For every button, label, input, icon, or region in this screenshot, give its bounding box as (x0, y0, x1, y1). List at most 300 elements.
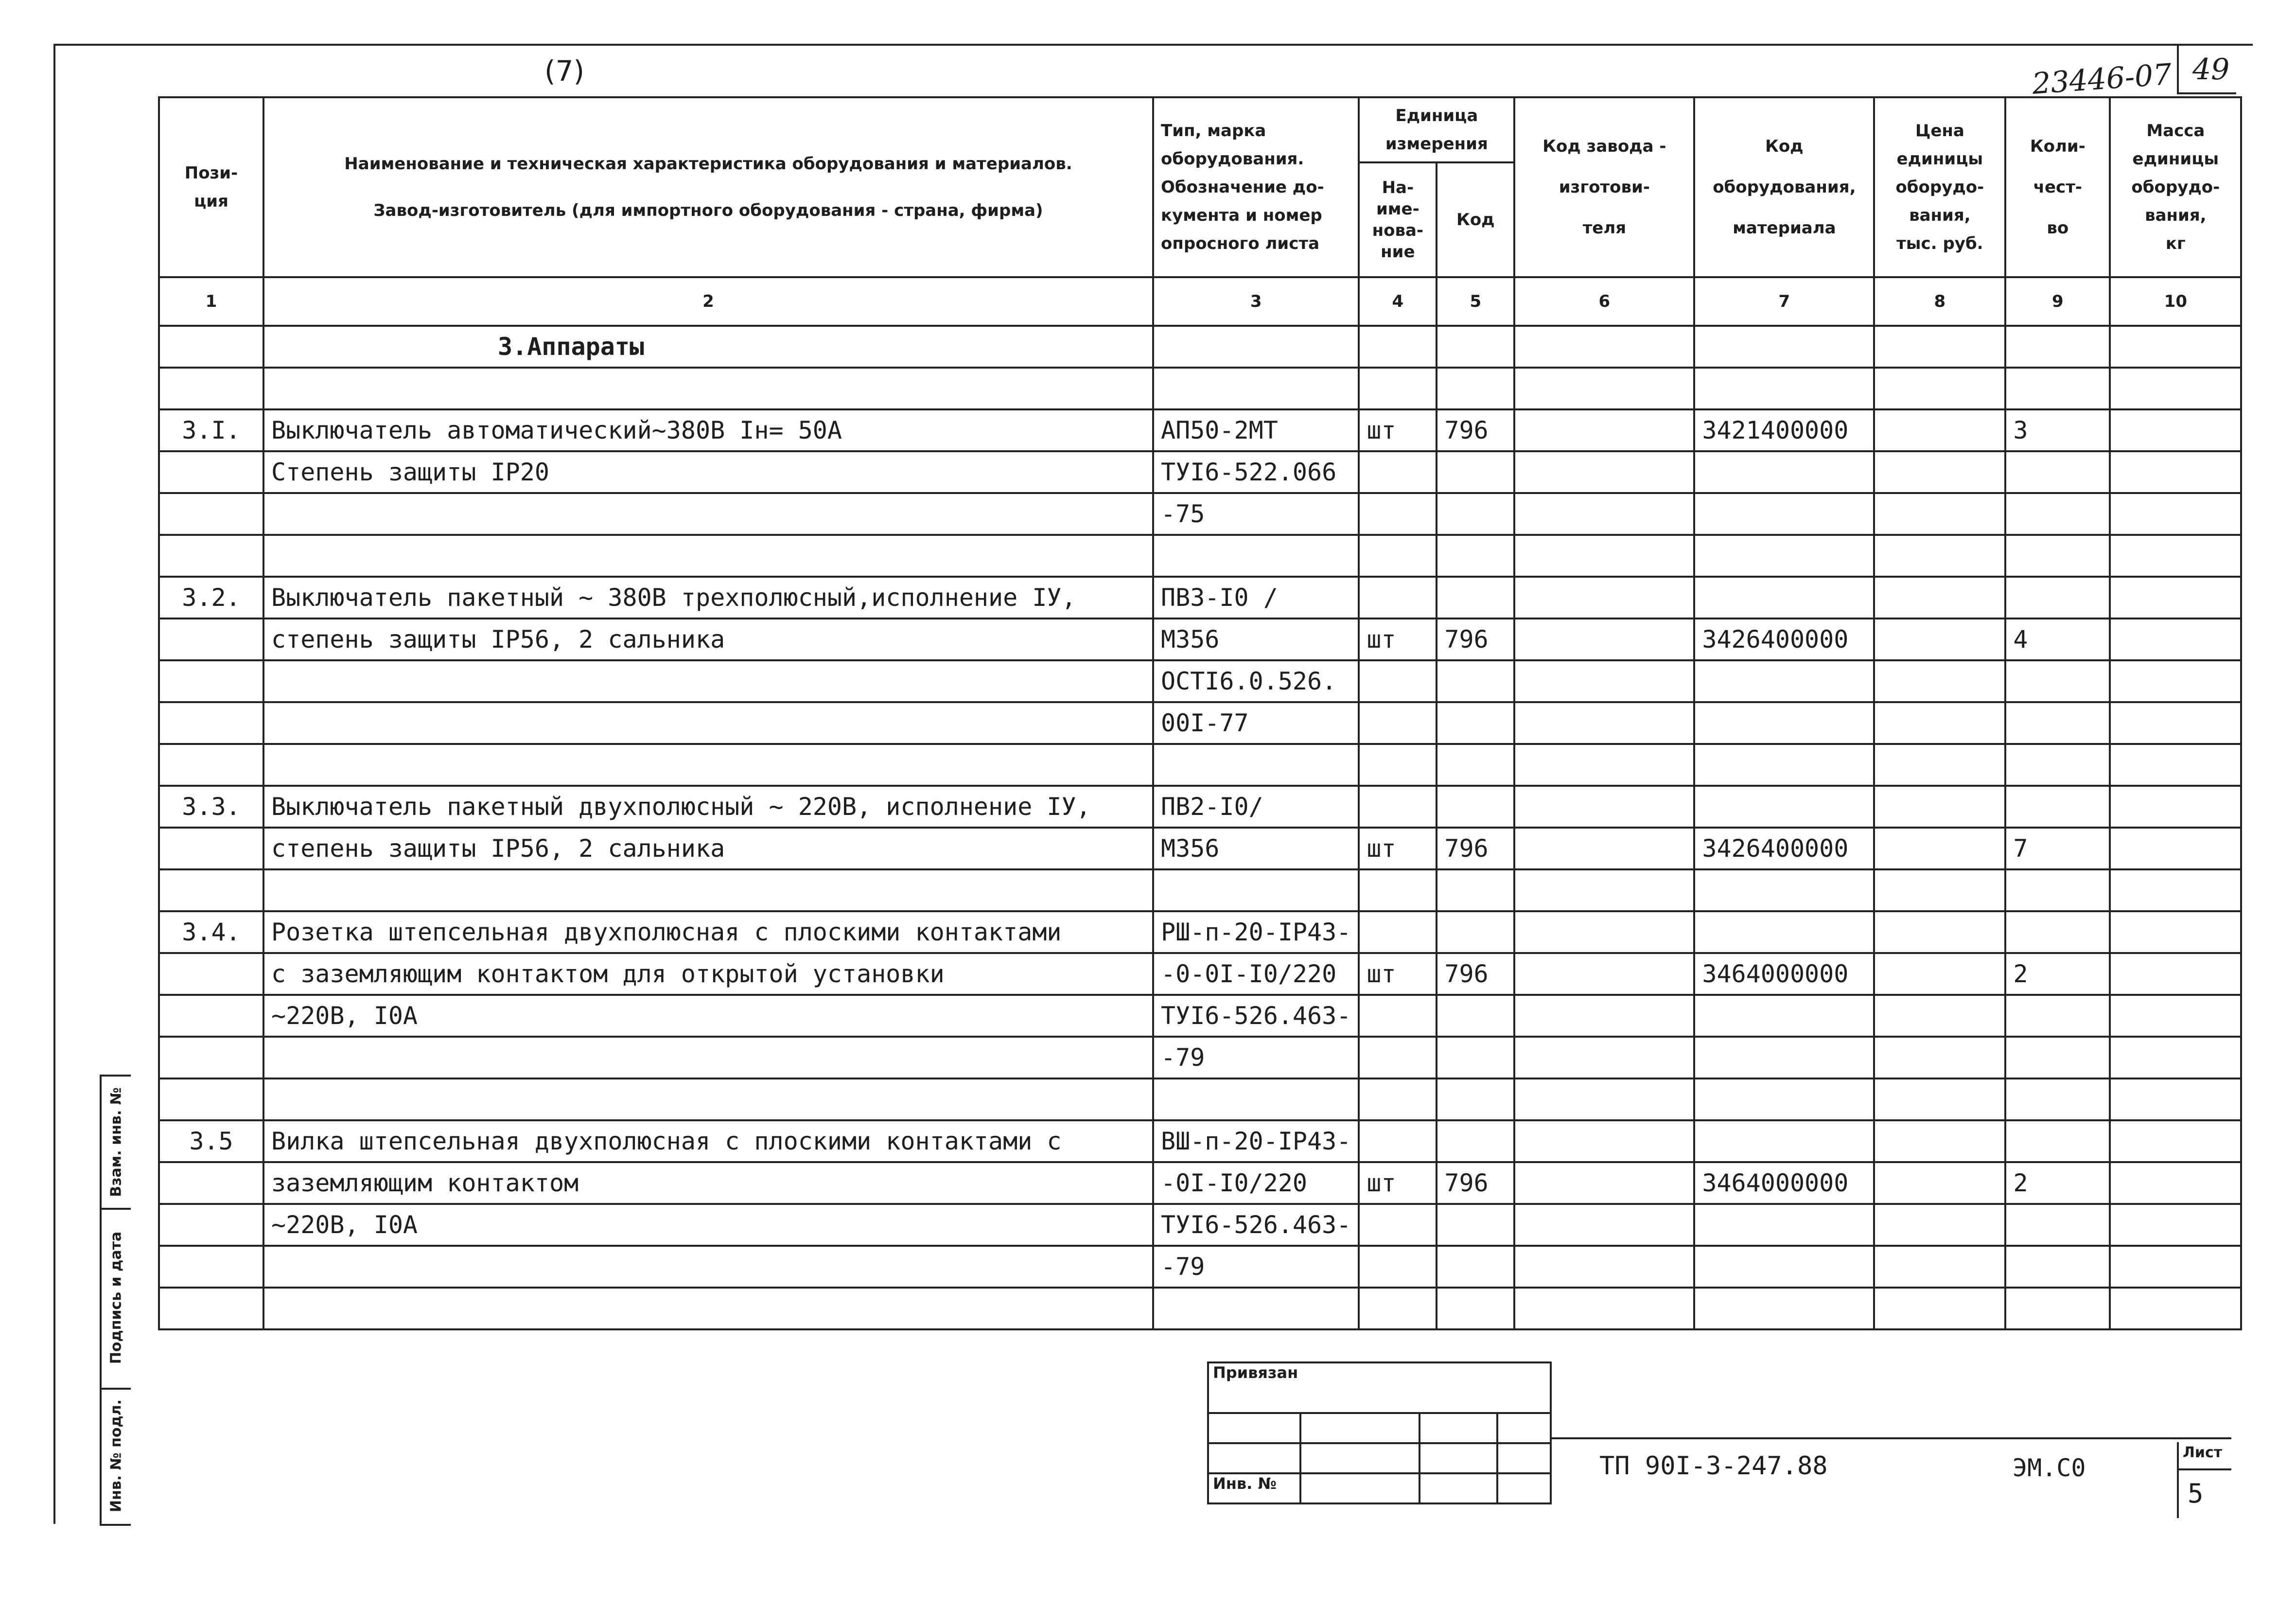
row-price (1874, 702, 2005, 744)
row-position (159, 618, 263, 660)
table-row (159, 1162, 2241, 1204)
sheet-box-divider (2177, 1468, 2231, 1470)
col-header-name: Наименование и техническая характеристика оборудования и материалов. Завод-изготовитель (для импортного оборудования - страна, фирма) (263, 97, 1153, 277)
row-unit-code (1437, 535, 1514, 577)
stamp-cell (1208, 1443, 1300, 1473)
row-unit (1359, 326, 1437, 368)
row-mass (2110, 535, 2241, 577)
row-quantity (2005, 869, 2110, 911)
row-equip-code: 3464000000 (1694, 1162, 1874, 1204)
row-quantity (2005, 577, 2110, 618)
row-equip-code (1694, 451, 1874, 493)
column-number-row (159, 277, 2241, 326)
table-row (159, 451, 2241, 493)
row-quantity (2005, 493, 2110, 535)
row-quantity (2005, 702, 2110, 744)
table-row (159, 744, 2241, 786)
row-price (1874, 995, 2005, 1037)
sheet-label: Лист (2183, 1444, 2223, 1461)
row-unit-code: 796 (1437, 953, 1514, 995)
table-row (159, 869, 2241, 911)
table-row (159, 493, 2241, 535)
row-quantity: 7 (2005, 828, 2110, 869)
row-price (1874, 1120, 2005, 1162)
row-position (159, 744, 263, 786)
row-quantity: 3 (2005, 409, 2110, 451)
row-type (1153, 326, 1359, 368)
row-unit-code (1437, 911, 1514, 953)
column-number: 1 (159, 277, 263, 326)
row-equip-code (1694, 660, 1874, 702)
row-factory-code (1514, 618, 1694, 660)
row-price (1874, 911, 2005, 953)
row-position (159, 493, 263, 535)
row-factory-code (1514, 451, 1694, 493)
row-factory-code (1514, 702, 1694, 744)
row-mass (2110, 1288, 2241, 1329)
row-price (1874, 1162, 2005, 1204)
row-mass (2110, 409, 2241, 451)
row-position (159, 1037, 263, 1078)
binding-stamp (1207, 1361, 1552, 1504)
row-price (1874, 326, 2005, 368)
row-name (263, 869, 1153, 911)
table-row (159, 326, 2241, 368)
table-row (159, 1078, 2241, 1120)
row-unit-code: 796 (1437, 409, 1514, 451)
col-header-mass: Масса единицы оборудо- вания, кг (2110, 97, 2241, 277)
row-unit (1359, 702, 1437, 744)
column-number: 7 (1694, 277, 1874, 326)
row-name: Выключатель пакетный двухполюсный ~ 220В, исполнение IУ, (263, 786, 1153, 828)
row-name (263, 1037, 1153, 1078)
table-row (159, 535, 2241, 577)
row-factory-code (1514, 828, 1694, 869)
row-mass (2110, 618, 2241, 660)
row-name (263, 1078, 1153, 1120)
row-unit (1359, 577, 1437, 618)
doc-number: 23446-07 (2031, 57, 2173, 101)
row-equip-code (1694, 1078, 1874, 1120)
row-unit-code (1437, 1246, 1514, 1288)
row-mass (2110, 326, 2241, 368)
row-unit-code (1437, 451, 1514, 493)
row-unit-code (1437, 995, 1514, 1037)
row-unit: шт (1359, 409, 1437, 451)
row-type: -79 (1153, 1246, 1359, 1288)
row-unit-code (1437, 744, 1514, 786)
row-mass (2110, 1162, 2241, 1204)
row-name (263, 1246, 1153, 1288)
row-equip-code: 3426400000 (1694, 828, 1874, 869)
row-unit-code (1437, 1120, 1514, 1162)
row-factory-code (1514, 1037, 1694, 1078)
row-factory-code (1514, 535, 1694, 577)
row-quantity (2005, 744, 2110, 786)
side-stamp (100, 1075, 131, 1526)
row-unit (1359, 911, 1437, 953)
column-number: 3 (1153, 277, 1359, 326)
stamp-cell (1300, 1443, 1420, 1473)
row-unit-code (1437, 1288, 1514, 1329)
row-equip-code: 3464000000 (1694, 953, 1874, 995)
row-equip-code (1694, 702, 1874, 744)
row-type (1153, 368, 1359, 409)
col-header-price: Цена единицы оборудо- вания, тыс. руб. (1874, 97, 2005, 277)
column-number: 6 (1514, 277, 1694, 326)
row-mass (2110, 1078, 2241, 1120)
row-equip-code (1694, 368, 1874, 409)
row-quantity (2005, 660, 2110, 702)
row-mass (2110, 1246, 2241, 1288)
row-equip-code: 3421400000 (1694, 409, 1874, 451)
row-name: Вилка штепсельная двухполюсная с плоскими контактами с (263, 1120, 1153, 1162)
row-position (159, 995, 263, 1037)
row-quantity (2005, 1246, 2110, 1288)
column-number: 5 (1437, 277, 1514, 326)
row-quantity (2005, 786, 2110, 828)
row-equip-code: 3426400000 (1694, 618, 1874, 660)
row-unit: шт (1359, 1162, 1437, 1204)
row-factory-code (1514, 368, 1694, 409)
row-name (263, 1288, 1153, 1329)
col-header-unit-code: Код (1437, 162, 1514, 277)
row-quantity (2005, 451, 2110, 493)
row-type: -75 (1153, 493, 1359, 535)
row-type: ВШ-п-20-IP43- (1153, 1120, 1359, 1162)
row-name: Выключатель пакетный ~ 380В трехполюсный,исполнение IУ, (263, 577, 1153, 618)
row-name (263, 493, 1153, 535)
row-equip-code (1694, 535, 1874, 577)
row-unit-code (1437, 1037, 1514, 1078)
row-type (1153, 869, 1359, 911)
row-quantity (2005, 1288, 2110, 1329)
row-position (159, 660, 263, 702)
row-mass (2110, 368, 2241, 409)
row-position (159, 1162, 263, 1204)
stamp-bound-label: Привязан (1208, 1362, 1551, 1413)
row-factory-code (1514, 911, 1694, 953)
stamp-cell (1497, 1443, 1551, 1473)
row-equip-code (1694, 493, 1874, 535)
row-equip-code (1694, 1204, 1874, 1246)
column-number: 2 (263, 277, 1153, 326)
row-position (159, 953, 263, 995)
row-mass (2110, 451, 2241, 493)
row-price (1874, 869, 2005, 911)
row-mass (2110, 869, 2241, 911)
row-price (1874, 409, 2005, 451)
row-equip-code (1694, 577, 1874, 618)
table-row (159, 409, 2241, 451)
col-header-factory-code: Код завода - изготови- теля (1514, 97, 1694, 277)
row-type (1153, 1288, 1359, 1329)
row-unit (1359, 1120, 1437, 1162)
row-position: 3.5 (159, 1120, 263, 1162)
col-header-pos: Пози- ция (159, 97, 263, 277)
row-mass (2110, 493, 2241, 535)
row-position (159, 451, 263, 493)
row-unit (1359, 493, 1437, 535)
side-label-signature-date: Подпись и дата (107, 1231, 125, 1364)
row-unit-code (1437, 1078, 1514, 1120)
row-factory-code (1514, 744, 1694, 786)
row-unit (1359, 451, 1437, 493)
row-equip-code (1694, 1246, 1874, 1288)
row-price (1874, 953, 2005, 995)
row-name: Степень защиты IP20 (263, 451, 1153, 493)
row-quantity (2005, 911, 2110, 953)
row-unit-code: 796 (1437, 828, 1514, 869)
row-price (1874, 618, 2005, 660)
row-mass (2110, 1037, 2241, 1078)
row-type: -0I-I0/220 (1153, 1162, 1359, 1204)
row-position (159, 326, 263, 368)
column-number: 4 (1359, 277, 1437, 326)
row-factory-code (1514, 577, 1694, 618)
row-price (1874, 786, 2005, 828)
row-quantity (2005, 1078, 2110, 1120)
row-name (263, 702, 1153, 744)
table-row (159, 660, 2241, 702)
row-unit-code (1437, 786, 1514, 828)
row-quantity (2005, 995, 2110, 1037)
row-price (1874, 493, 2005, 535)
row-mass (2110, 577, 2241, 618)
row-type: ПВ2-I0/ (1153, 786, 1359, 828)
row-unit-code (1437, 869, 1514, 911)
row-equip-code (1694, 869, 1874, 911)
row-type: 00I-77 (1153, 702, 1359, 744)
table-row (159, 786, 2241, 828)
row-unit: шт (1359, 953, 1437, 995)
col-header-type: Тип, марка оборудования. Обозначение до- кумента и номер опросного листа (1153, 97, 1359, 277)
table-row (159, 953, 2241, 995)
row-equip-code (1694, 744, 1874, 786)
row-name: степень защиты IP56, 2 сальника (263, 618, 1153, 660)
table-row (159, 911, 2241, 953)
row-unit: шт (1359, 618, 1437, 660)
col-header-unit-name: На- име- нова- ние (1359, 162, 1437, 277)
row-unit: шт (1359, 828, 1437, 869)
stamp-cell (1420, 1473, 1497, 1503)
row-name: Выключатель автоматический~380В Iн= 50А (263, 409, 1153, 451)
row-factory-code (1514, 1204, 1694, 1246)
row-price (1874, 577, 2005, 618)
row-equip-code (1694, 995, 1874, 1037)
row-price (1874, 535, 2005, 577)
row-quantity (2005, 326, 2110, 368)
row-position (159, 1204, 263, 1246)
row-price (1874, 1288, 2005, 1329)
row-position: 3.2. (159, 577, 263, 618)
row-factory-code (1514, 869, 1694, 911)
row-factory-code (1514, 953, 1694, 995)
column-number: 10 (2110, 277, 2241, 326)
row-mass (2110, 660, 2241, 702)
row-equip-code (1694, 326, 1874, 368)
row-quantity (2005, 1037, 2110, 1078)
row-name (263, 535, 1153, 577)
row-unit (1359, 368, 1437, 409)
row-name (263, 660, 1153, 702)
row-price (1874, 368, 2005, 409)
column-number: 8 (1874, 277, 2005, 326)
table-row (159, 995, 2241, 1037)
row-mass (2110, 1120, 2241, 1162)
row-factory-code (1514, 995, 1694, 1037)
row-unit (1359, 1078, 1437, 1120)
row-type: РШ-п-20-IP43- (1153, 911, 1359, 953)
row-type: ТУI6-522.066 (1153, 451, 1359, 493)
page-number: 49 (2192, 53, 2230, 87)
table-row (159, 1288, 2241, 1329)
column-number: 9 (2005, 277, 2110, 326)
stamp-cell (1420, 1413, 1497, 1443)
row-position: 3.4. (159, 911, 263, 953)
table-row (159, 1037, 2241, 1078)
row-name: с заземляющим контактом для открытой установки (263, 953, 1153, 995)
row-position (159, 702, 263, 744)
row-unit-code (1437, 660, 1514, 702)
stamp-cell (1300, 1473, 1420, 1503)
row-unit (1359, 535, 1437, 577)
title-doc-code: ТП 90I-3-247.88 (1599, 1451, 1828, 1481)
row-type (1153, 535, 1359, 577)
row-unit-code (1437, 1204, 1514, 1246)
col-header-equip-code: Код оборудования, материала (1694, 97, 1874, 277)
row-unit-code (1437, 702, 1514, 744)
row-position (159, 828, 263, 869)
row-price (1874, 1246, 2005, 1288)
row-factory-code (1514, 409, 1694, 451)
row-unit (1359, 1288, 1437, 1329)
row-mass (2110, 995, 2241, 1037)
row-mass (2110, 744, 2241, 786)
row-position (159, 368, 263, 409)
row-mass (2110, 702, 2241, 744)
row-name: ~220В, I0А (263, 995, 1153, 1037)
row-name: ~220В, I0А (263, 1204, 1153, 1246)
row-name: Розетка штепсельная двухполюсная с плоскими контактами (263, 911, 1153, 953)
title-sheet-code: ЭМ.С0 (2013, 1454, 2086, 1482)
row-name: степень защиты IP56, 2 сальника (263, 828, 1153, 869)
row-mass (2110, 828, 2241, 869)
row-unit (1359, 660, 1437, 702)
row-type: ТУI6-526.463- (1153, 1204, 1359, 1246)
row-equip-code (1694, 1120, 1874, 1162)
row-quantity (2005, 1120, 2110, 1162)
row-factory-code (1514, 1078, 1694, 1120)
row-type: М356 (1153, 618, 1359, 660)
row-factory-code (1514, 326, 1694, 368)
row-type: ТУI6-526.463- (1153, 995, 1359, 1037)
row-equip-code (1694, 911, 1874, 953)
col-header-qty: Коли- чест- во (2005, 97, 2110, 277)
row-type (1153, 1078, 1359, 1120)
row-equip-code (1694, 786, 1874, 828)
row-unit-code: 796 (1437, 618, 1514, 660)
row-unit-code: 796 (1437, 1162, 1514, 1204)
row-type: ОСТI6.0.526. (1153, 660, 1359, 702)
col-header-unit-group: Единица измерения (1359, 97, 1514, 162)
row-position (159, 1288, 263, 1329)
row-unit-code (1437, 493, 1514, 535)
row-factory-code (1514, 786, 1694, 828)
table-row (159, 828, 2241, 869)
table-row (159, 1246, 2241, 1288)
row-factory-code (1514, 1120, 1694, 1162)
row-mass (2110, 953, 2241, 995)
row-quantity: 2 (2005, 1162, 2110, 1204)
row-name: заземляющим контактом (263, 1162, 1153, 1204)
row-unit (1359, 995, 1437, 1037)
row-unit-code (1437, 577, 1514, 618)
equipment-table (158, 96, 2242, 1330)
row-price (1874, 1037, 2005, 1078)
row-price (1874, 660, 2005, 702)
top-number: (7) (544, 54, 585, 88)
row-quantity: 4 (2005, 618, 2110, 660)
row-type (1153, 744, 1359, 786)
row-equip-code (1694, 1288, 1874, 1329)
row-mass (2110, 786, 2241, 828)
row-unit (1359, 1246, 1437, 1288)
table-row (159, 1120, 2241, 1162)
row-position: 3.3. (159, 786, 263, 828)
row-position (159, 535, 263, 577)
stamp-cell (1420, 1443, 1497, 1473)
stamp-cell (1300, 1413, 1420, 1443)
table-row (159, 702, 2241, 744)
stamp-inv-label: Инв. № (1208, 1473, 1300, 1503)
table-body (159, 277, 2241, 1329)
sheet-number: 5 (2188, 1478, 2204, 1509)
row-position: 3.I. (159, 409, 263, 451)
row-factory-code (1514, 660, 1694, 702)
side-label-original-inv: Инв. № подл. (107, 1399, 125, 1513)
row-type: -0-0I-I0/220 (1153, 953, 1359, 995)
row-price (1874, 1078, 2005, 1120)
stamp-cell (1497, 1413, 1551, 1443)
row-price (1874, 451, 2005, 493)
row-type: -79 (1153, 1037, 1359, 1078)
row-type: М356 (1153, 828, 1359, 869)
row-unit (1359, 786, 1437, 828)
row-unit-code (1437, 368, 1514, 409)
row-quantity: 2 (2005, 953, 2110, 995)
row-position (159, 1078, 263, 1120)
row-mass (2110, 911, 2241, 953)
row-type: АП50-2МТ (1153, 409, 1359, 451)
stamp-cell (1208, 1413, 1300, 1443)
row-unit (1359, 869, 1437, 911)
side-label-replaced-inv: Взам. инв. № (107, 1087, 125, 1197)
row-factory-code (1514, 1246, 1694, 1288)
row-factory-code (1514, 1288, 1694, 1329)
row-position (159, 869, 263, 911)
row-quantity (2005, 535, 2110, 577)
row-factory-code (1514, 1162, 1694, 1204)
row-name: 3.Аппараты (263, 326, 1153, 368)
row-position (159, 1246, 263, 1288)
row-unit (1359, 744, 1437, 786)
table-row (159, 368, 2241, 409)
table-row (159, 618, 2241, 660)
row-unit-code (1437, 326, 1514, 368)
row-unit (1359, 1037, 1437, 1078)
row-name (263, 744, 1153, 786)
